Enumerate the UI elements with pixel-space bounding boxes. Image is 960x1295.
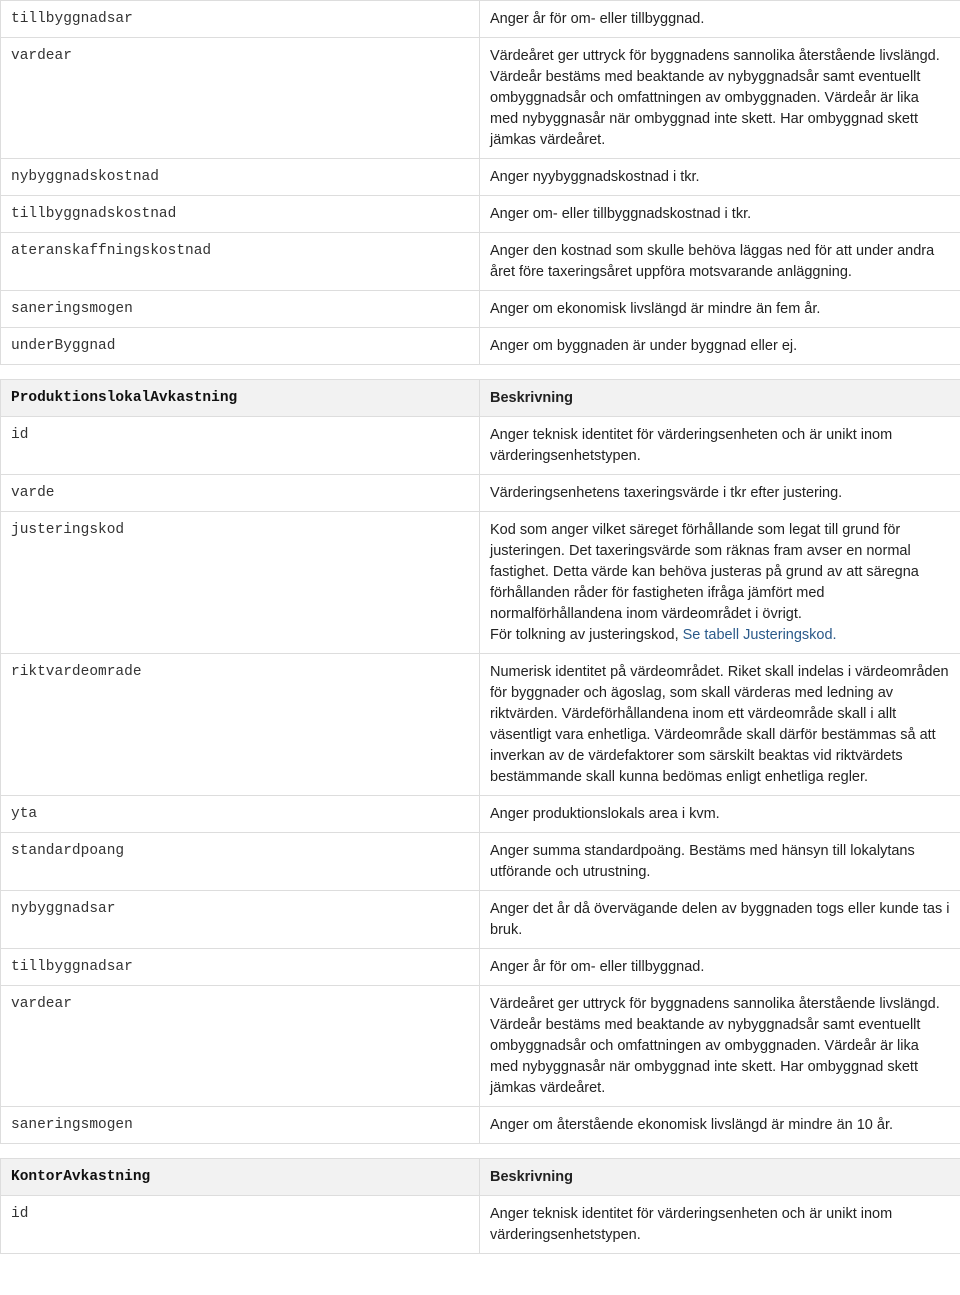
table-header-row: [1, 380, 960, 417]
table-row: [1, 796, 960, 833]
field-description: Anger år för om- eller tillbyggnad.: [480, 1, 960, 38]
justeringskod-link[interactable]: Se tabell Justeringskod.: [682, 627, 837, 643]
field-description: Värderingsenhetens taxeringsvärde i tkr efter justering.: [480, 475, 960, 512]
field-name: nybyggnadskostnad: [1, 159, 480, 196]
field-name: standardpoang: [1, 833, 480, 891]
field-description: Värdeåret ger uttryck för byggnadens sannolika återstående livslängd. Värdeår bestäms med beaktande av nybyggnadsår samt eventuellt ombyggnadsår och omfattningen av ombyggnaden. Värdeår är lika med nybyggnasår när ombyggnad inte skett. Har ombyggnad skett jämkas värdeåret.: [480, 986, 960, 1107]
field-description: Anger den kostnad som skulle behöva läggas ned för att under andra året före taxeringsåret uppföra motsvarande anläggning.: [480, 233, 960, 291]
field-name: saneringsmogen: [1, 1107, 480, 1144]
field-description: [480, 512, 960, 654]
field-name: id: [1, 417, 480, 475]
column-header-description: Beskrivning: [480, 1159, 960, 1196]
table-row: [1, 291, 960, 328]
field-name: tillbyggnadskostnad: [1, 196, 480, 233]
field-description: Anger om- eller tillbyggnadskostnad i tkr.: [480, 196, 960, 233]
table-row: [1, 1196, 960, 1254]
field-name: tillbyggnadsar: [1, 1, 480, 38]
description-text: Kod som anger vilket säreget förhållande som legat till grund för justeringen. Det taxeringsvärde som räknas fram avser en normal fastighet. Detta värde kan behöva justeras på grund av att säregna förhållanden råder för fastigheten ifråga jämfört med normalförhållandena inom värdeområdet i övrigt.: [490, 522, 919, 622]
table-row: [1, 38, 960, 159]
field-name: riktvardeomrade: [1, 654, 480, 796]
field-name: vardear: [1, 38, 480, 159]
description-reference: [490, 625, 950, 646]
field-name: underByggnad: [1, 328, 480, 365]
table-row: [1, 417, 960, 475]
table-row: [1, 233, 960, 291]
table-row: [1, 949, 960, 986]
table-spacer: [0, 365, 960, 379]
field-description: Anger teknisk identitet för värderingsenheten och är unikt inom värderingsenhetstypen.: [480, 417, 960, 475]
table-spacer: [0, 1144, 960, 1158]
field-name: tillbyggnadsar: [1, 949, 480, 986]
field-description: Anger teknisk identitet för värderingsenheten och är unikt inom värderingsenhetstypen.: [480, 1196, 960, 1254]
field-description: Anger summa standardpoäng. Bestäms med hänsyn till lokalytans utförande och utrustning.: [480, 833, 960, 891]
field-name: ateranskaffningskostnad: [1, 233, 480, 291]
table-row: [1, 1107, 960, 1144]
field-name: saneringsmogen: [1, 291, 480, 328]
table-row: [1, 986, 960, 1107]
table-row: [1, 1, 960, 38]
table-row: [1, 891, 960, 949]
field-name: vardear: [1, 986, 480, 1107]
table-row: [1, 512, 960, 654]
reference-text: För tolkning av justeringskod,: [490, 627, 683, 643]
field-name: id: [1, 1196, 480, 1254]
field-description: Anger produktionslokals area i kvm.: [480, 796, 960, 833]
field-name: nybyggnadsar: [1, 891, 480, 949]
table-row: [1, 196, 960, 233]
field-name: justeringskod: [1, 512, 480, 654]
table-title: ProduktionslokalAvkastning: [1, 380, 480, 417]
field-description: Anger år för om- eller tillbyggnad.: [480, 949, 960, 986]
field-name: varde: [1, 475, 480, 512]
field-description: Värdeåret ger uttryck för byggnadens sannolika återstående livslängd. Värdeår bestäms med beaktande av nybyggnadsår samt eventuellt ombyggnadsår och omfattningen av ombyggnaden. Värdeår är lika med nybyggnasår när ombyggnad inte skett. Har ombyggnad skett jämkas värdeåret.: [480, 38, 960, 159]
table-row: [1, 833, 960, 891]
field-description: Anger om återstående ekonomisk livslängd är mindre än 10 år.: [480, 1107, 960, 1144]
table-title: KontorAvkastning: [1, 1159, 480, 1196]
table-row: [1, 159, 960, 196]
table-row: [1, 475, 960, 512]
produktionslokal-table: [0, 379, 960, 1144]
field-description: Anger nyybyggnadskostnad i tkr.: [480, 159, 960, 196]
field-description: Anger om byggnaden är under byggnad eller ej.: [480, 328, 960, 365]
kontor-table: [0, 1158, 960, 1254]
table-row: [1, 328, 960, 365]
column-header-description: Beskrivning: [480, 380, 960, 417]
table-row: [1, 654, 960, 796]
field-table-continued: [0, 0, 960, 365]
field-name: yta: [1, 796, 480, 833]
field-description: Anger om ekonomisk livslängd är mindre än fem år.: [480, 291, 960, 328]
field-description: Numerisk identitet på värdeområdet. Riket skall indelas i värdeområden för byggnader och ägoslag, som skall värderas med ledning av riktvärden. Värdeförhållandena inom ett värdeområde skall i allt väsentligt vara enhetliga. Värdeområde skall därför bestämmas så att inverkan av de värdefaktorer som särskilt beaktas vid riktvärdets bestämmande skall kunna bedömas enligt enhetliga regler.: [480, 654, 960, 796]
field-description: Anger det år då övervägande delen av byggnaden togs eller kunde tas i bruk.: [480, 891, 960, 949]
table-header-row: [1, 1159, 960, 1196]
